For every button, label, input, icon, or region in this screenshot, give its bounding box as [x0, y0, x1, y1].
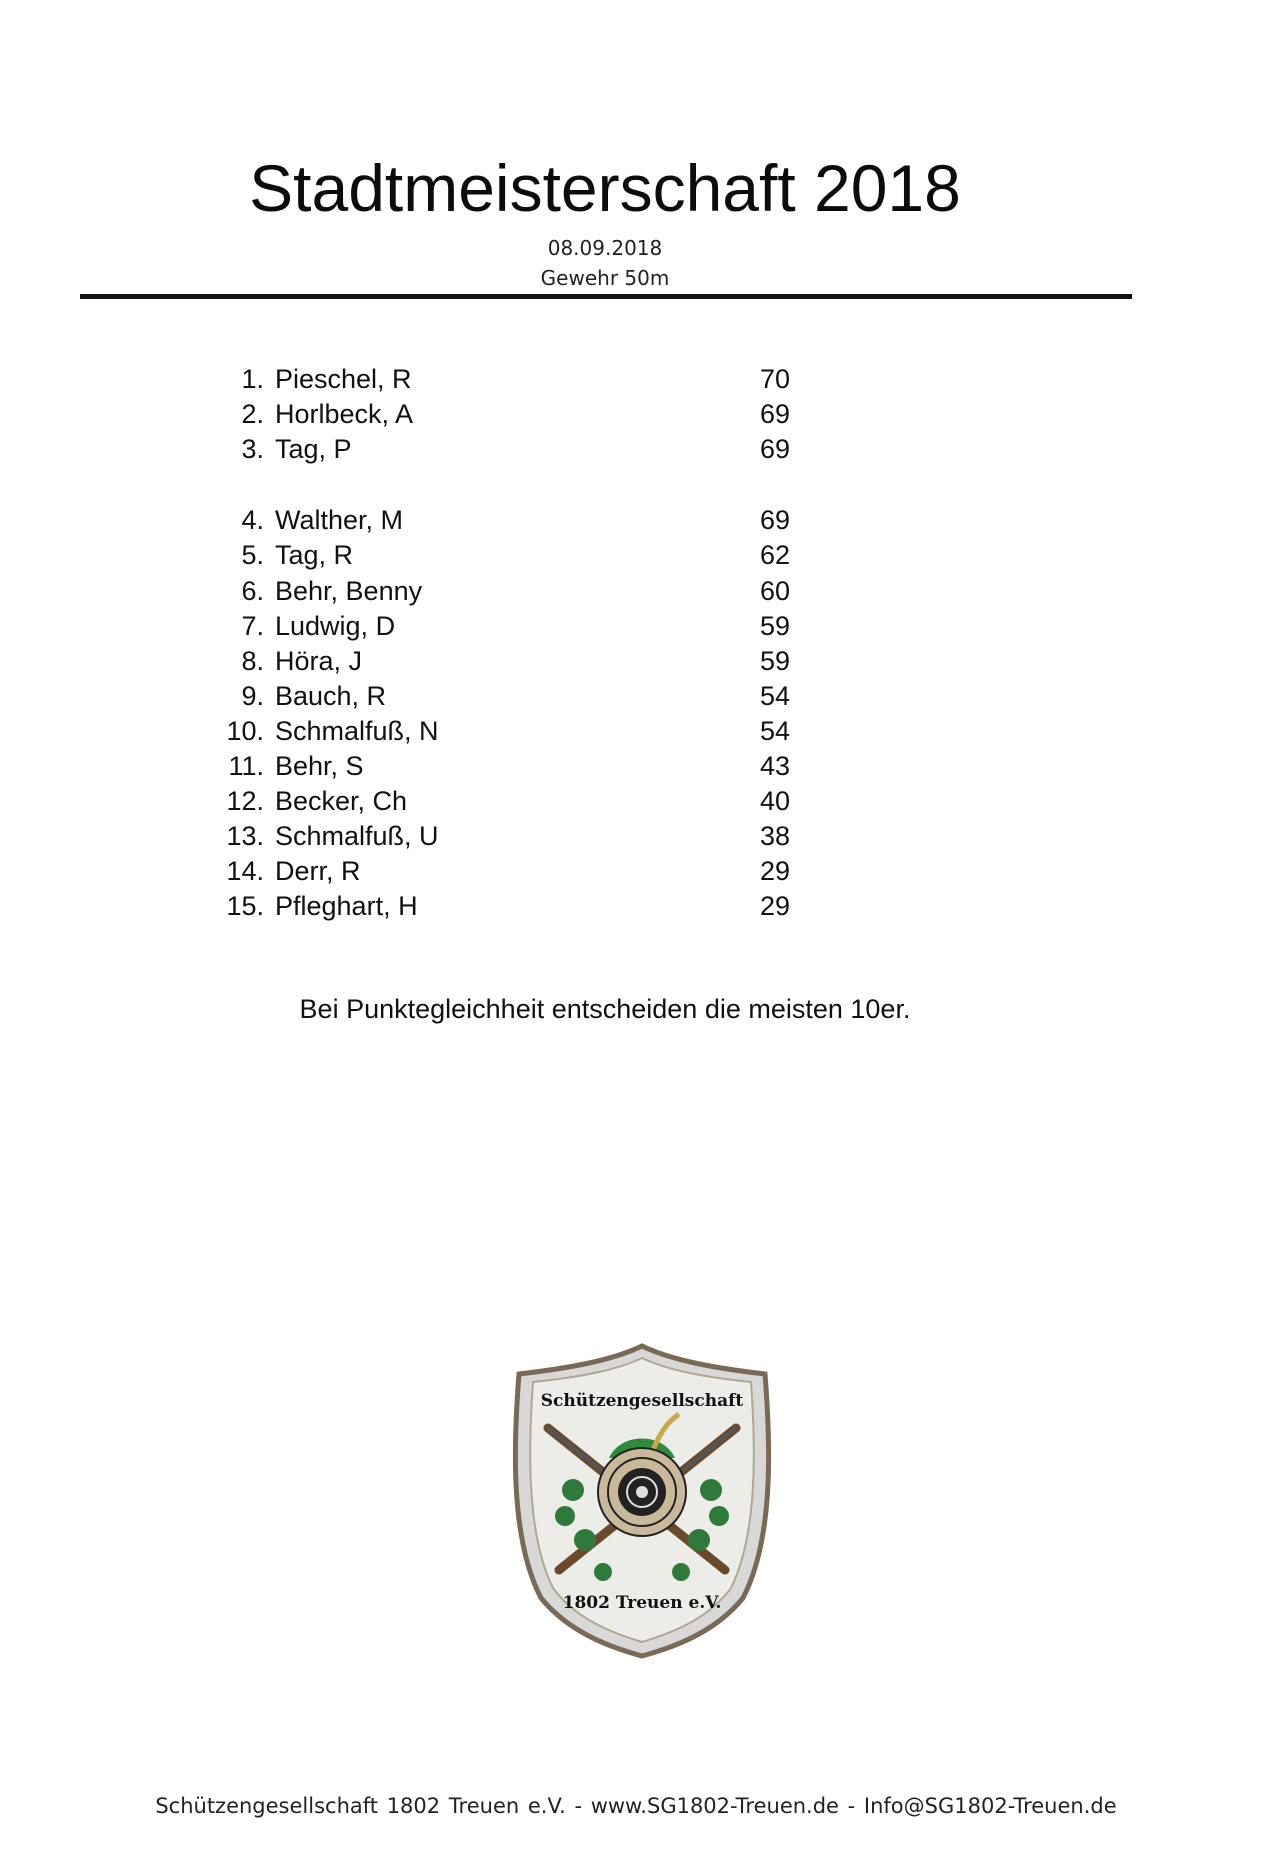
result-score: 70	[760, 364, 791, 394]
result-row	[0, 644, 1272, 678]
tiebreak-note: Bei Punktegleichheit entscheiden die meisten 10er.	[299, 994, 911, 1024]
result-rank: 5.	[241, 540, 264, 571]
result-row	[0, 574, 1272, 608]
result-name: Becker, Ch	[275, 786, 408, 817]
result-rank: 12.	[226, 786, 264, 817]
result-row	[0, 362, 1272, 396]
result-rank: 14.	[226, 856, 264, 887]
result-name: Höra, J	[275, 645, 363, 676]
result-row	[0, 749, 1272, 783]
page-title: Stadtmeisterschaft 2018	[249, 151, 961, 225]
result-name: Tag, P	[275, 434, 352, 465]
result-score: 69	[760, 505, 791, 536]
result-rank: 1.	[241, 364, 264, 394]
result-score: 43	[760, 751, 791, 781]
result-row	[0, 679, 1272, 713]
result-row	[0, 819, 1272, 853]
result-row	[0, 432, 1272, 466]
result-rank: 6.	[241, 575, 264, 606]
result-row	[0, 889, 1272, 923]
result-score: 59	[760, 645, 791, 676]
result-name: Pieschel, R	[275, 364, 412, 394]
result-row	[0, 503, 1272, 537]
result-rank: 2.	[241, 399, 264, 430]
result-score: 62	[760, 540, 791, 571]
result-score: 60	[760, 575, 791, 606]
result-name: Horlbeck, A	[275, 399, 414, 430]
result-rank: 10.	[226, 715, 264, 746]
result-score: 29	[760, 856, 791, 887]
result-score: 38	[760, 821, 791, 852]
result-name: Behr, Benny	[275, 575, 423, 606]
header-divider	[80, 294, 1132, 299]
result-row	[0, 714, 1272, 748]
result-rank: 15.	[226, 891, 264, 922]
crest-bottom-text: 1802 Treuen e.V.	[562, 1593, 722, 1613]
result-name: Ludwig, D	[275, 610, 396, 641]
result-name: Tag, R	[275, 540, 354, 571]
discipline: Gewehr 50m	[540, 266, 670, 290]
crest-top-text: Schützengesellschaft	[540, 1391, 744, 1411]
result-name: Schmalfuß, U	[275, 821, 439, 852]
result-score: 54	[760, 715, 791, 746]
result-rank: 7.	[241, 610, 264, 641]
result-name: Behr, S	[275, 751, 364, 781]
result-rank: 11.	[228, 751, 264, 781]
result-name: Schmalfuß, N	[275, 715, 439, 746]
result-row	[0, 397, 1272, 431]
result-row	[0, 538, 1272, 572]
result-name: Derr, R	[275, 856, 361, 887]
result-name: Pfleghart, H	[275, 891, 418, 922]
result-row	[0, 854, 1272, 888]
result-rank: 13.	[226, 821, 264, 852]
result-row	[0, 784, 1272, 818]
result-score: 54	[760, 680, 791, 711]
result-rank: 9.	[241, 680, 264, 711]
result-name: Walther, M	[275, 505, 404, 536]
result-rank: 3.	[241, 434, 264, 465]
footer-contact: Schützengesellschaft 1802 Treuen e.V. - www.SG1802-Treuen.de - Info@SG1802-Treuen.de	[155, 1794, 1117, 1818]
event-date: 08.09.2018	[547, 236, 663, 260]
result-score: 69	[760, 399, 791, 430]
result-name: Bauch, R	[275, 680, 387, 711]
result-row	[0, 609, 1272, 643]
result-score: 29	[760, 891, 791, 922]
result-score: 59	[760, 610, 791, 641]
result-rank: 8.	[241, 645, 264, 676]
result-score: 69	[760, 434, 791, 465]
result-rank: 4.	[241, 505, 264, 536]
club-crest-icon	[503, 1340, 781, 1660]
result-score: 40	[760, 786, 791, 817]
